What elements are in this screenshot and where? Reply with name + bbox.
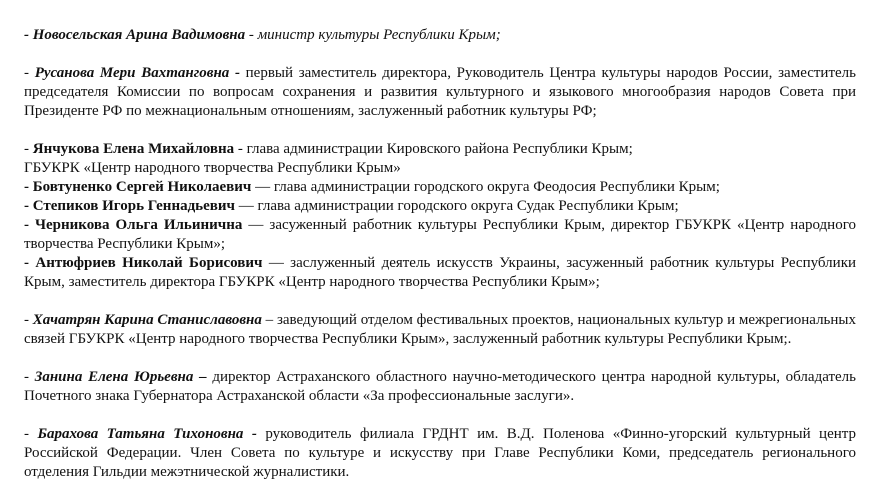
section-heading: ГБУКРК «Центр народного творчества Республики Крым» [24,160,401,176]
entry-barakhova: - Барахова Татьяна Тихоновна - руководитель филиала ГРДНТ им. В.Д. Поленова «Финно-угорский культурный центр Российской Федерации. Член Совета по культуре и искусству при Главе Республики Коми, председатель регионального отделения Гильдии межэтнической журналистики. [24,426,856,480]
person-role: — засуженный работник культуры Республики Крым, директор ГБУКРК «Центр народного творчества Республики Крым»; [24,217,856,252]
person-name: Барахова Татьяна Тихоновна - [37,426,257,442]
person-role: — заслуженный деятель искусств Украины, засуженный работник культуры Республики Крым, заместитель директора ГБУКРК «Центр народного творчества Республики Крым»; [24,255,857,290]
entry-rusanova: - Русанова Мери Вахтанговна - первый заместитель директора, Руководитель Центра культуры народов России, заместитель председателя Комиссии по вопросам сохранения и развития культурного и языкового многообразия народов Совета при Президенте РФ по межнациональным отношениям, заслуженный работник культуры РФ; [24,65,856,119]
entry-yanchukova: - Янчукова Елена Михайловна - глава администрации Кировского района Республики Крым; [24,141,633,157]
entry-chernikova: - Черникова Ольга Ильинична — засуженный работник культуры Республики Крым, директор ГБУКРК «Центр народного творчества Республики Крым»; [24,217,856,252]
entry-stepikov: - Степиков Игорь Геннадьевич — глава администрации городского округа Судак Республики Крым; [24,198,679,214]
person-role: — глава администрации городского округа Феодосия Республики Крым; [251,179,720,195]
person-name: Занина Елена Юрьевна – [34,369,207,385]
entry-novoselskaya: - Новосельская Арина Вадимовна - министр культуры Республики Крым; [24,27,501,43]
person-role: руководитель филиала ГРДНТ им. В.Д. Поленова «Финно-угорский культурный центр Российской Федерации. Член Совета по культуре и искусству при Главе Республики Коми, председатель регионального отделения Гильдии межэтнической журналистики. [24,426,856,480]
person-name: Черникова Ольга Ильинична [35,217,243,233]
entry-antyufriev: - Антюфриев Николай Борисович — заслуженный деятель искусств Украины, засуженный работник культуры Республики Крым, заместитель директора ГБУКРК «Центр народного творчества Республики Крым»; [24,255,857,290]
entry-zanina: - Занина Елена Юрьевна – директор Астраханского областного научно-методического центра народной культуры, обладатель Почетного знака Губернатора Астраханской области «За профессиональные заслуги». [24,369,857,404]
person-role: – заведующий отделом фестивальных проектов, национальных культур и межрегиональных связей ГБУКРК «Центр народного творчества Республики Крым», заслуженный работник культуры Республики Крым;. [24,312,856,347]
document-body [24,26,856,482]
person-name: Русанова Мери Вахтанговна - [34,65,240,81]
entry-khachatryan: - Хачатрян Карина Станиславовна – заведующий отделом фестивальных проектов, национальных культур и межрегиональных связей ГБУКРК «Центр народного творчества Республики Крым», заслуженный работник культуры Республики Крым;. [24,312,856,347]
person-name: Янчукова Елена Михайловна [32,141,235,157]
person-role: — глава администрации городского округа Судак Республики Крым; [234,198,679,214]
person-name: Бовтуненко Сергей Николаевич [32,179,252,195]
person-name: Новосельская Арина Вадимовна [32,27,246,43]
person-name: Степиков Игорь Геннадьевич [32,198,235,214]
person-role: директор Астраханского областного научно-методического центра народной культуры, обладатель Почетного знака Губернатора Астраханской области «За профессиональные заслуги». [24,369,857,404]
person-name: Антюфриев Николай Борисович [35,255,263,271]
person-role: - глава администрации Кировского района Республики Крым; [234,141,633,157]
entry-bovtunenko: - Бовтуненко Сергей Николаевич — глава администрации городского округа Феодосия Республики Крым; [24,179,720,195]
person-role: первый заместитель директора, Руководитель Центра культуры народов России, заместитель председателя Комиссии по вопросам сохранения и развития культурного и языкового многообразия народов Совета при Президенте РФ по межнациональным отношениям, заслуженный работник культуры РФ; [24,65,856,119]
person-name: Хачатрян Карина Станиславовна [32,312,262,328]
person-role: - министр культуры Республики Крым; [245,27,501,43]
